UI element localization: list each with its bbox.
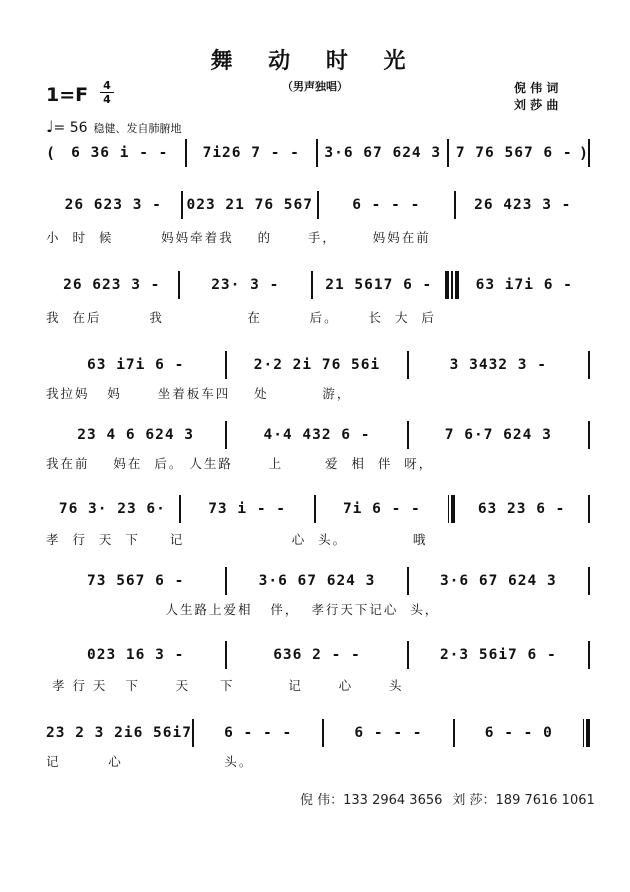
measure: 63 i7i 6 - [475, 277, 573, 293]
measure: 23· 3 - [211, 277, 280, 293]
measure: 3·6 67 624 3 [439, 573, 557, 589]
measure: 7 6·7 624 3 [444, 427, 552, 443]
staff-row-4 [46, 350, 590, 380]
song-title: 舞 动 时 光 [210, 48, 420, 74]
lyricist-credit: 倪 伟 词 [514, 81, 559, 95]
tempo-marking [46, 117, 182, 136]
barline [588, 351, 590, 379]
lyric-line-2: 我 在后 我 在 后。 长 大 后 [46, 310, 436, 325]
measure: 23 4 6 624 3 [77, 427, 195, 443]
lyric-line-8: 记 心 头。 [46, 754, 254, 769]
measure: 6 - - - [354, 725, 423, 741]
open-paren: ( [46, 144, 56, 162]
barline [588, 641, 590, 669]
repeat-barline [452, 271, 459, 299]
contact-footer [300, 789, 595, 808]
measure: 73 567 6 - [87, 573, 185, 589]
measure: 21 5617 6 - [325, 277, 433, 293]
measure: 7i26 7 - - [202, 145, 300, 161]
song-subtitle: （男声独唱） [282, 80, 348, 93]
barline [588, 421, 590, 449]
tempo-value: = 56 [53, 120, 88, 136]
barline [588, 567, 590, 595]
staff-row-7 [46, 566, 590, 596]
measure: 76 3· 23 6· [58, 501, 166, 517]
barline [588, 139, 590, 167]
measure: 26 623 3 - [63, 277, 161, 293]
contact-composer: 刘 莎：189 7616 1061 [452, 793, 595, 808]
measure: 26 423 3 - [474, 197, 572, 213]
measure: 23 2 3 2i6 56i7 [46, 725, 192, 741]
staff-row-2 [46, 190, 590, 220]
measure: 023 21 76 567 [186, 197, 313, 213]
final-barline [583, 719, 590, 747]
measure: 3·6 67 624 3 [258, 573, 376, 589]
time-signature [100, 80, 114, 105]
repeat-barline [445, 271, 452, 299]
measure: 7i 6 - - [342, 501, 421, 517]
staff-row-5 [46, 420, 590, 450]
measure: 6 - - 0 [484, 725, 553, 741]
measure: 4·4 432 6 - [263, 427, 371, 443]
measure: 63 23 6 - [477, 501, 566, 517]
time-signature-top: 4 [103, 79, 111, 92]
lyric-line-3: 我拉妈 妈 坐着板车四 处 游， [46, 386, 352, 401]
measure: 023 16 3 - [87, 647, 185, 663]
measure: 26 623 3 - [64, 197, 162, 213]
measure: 6 - - - [224, 725, 293, 741]
measure: 3 3432 3 - [449, 357, 547, 373]
measure: 7 76 567 6 - [455, 145, 573, 161]
lyric-line-5: 孝 行 天 下 记 心 头。 哦 [46, 532, 428, 547]
composer-credit: 刘 莎 曲 [514, 98, 559, 112]
tempo-description: 稳健、发自肺腑地 [93, 122, 182, 135]
measure: 2·3 56i7 6 - [439, 647, 557, 663]
contact-lyricist: 倪 伟：133 2964 3656 [300, 793, 443, 808]
lyric-line-1: 小 时 候 妈妈牵着我 的 手， 妈妈在前 [46, 230, 431, 245]
measure: 6 36 i - - [71, 145, 169, 161]
measure: 73 i - - [208, 501, 287, 517]
key-signature: 1=F [46, 84, 89, 106]
close-paren: ) [578, 144, 588, 162]
quarter-note-icon: ♩ [46, 117, 54, 136]
staff-row-6 [46, 494, 590, 524]
lyric-line-4: 我在前 妈在 后。 人生路 上 爱 相 伴 呀， [46, 456, 434, 471]
measure: 3·6 67 624 3 [324, 145, 442, 161]
lyric-line-7: 孝 行 天 下 天 下 记 心 头 [46, 678, 404, 693]
measure: 2·2 2i 76 56i [253, 357, 381, 373]
measure: 636 2 - - [273, 647, 361, 663]
measure: 6 - - - [352, 197, 421, 213]
time-signature-bottom: 4 [103, 93, 111, 106]
staff-row-9 [46, 718, 590, 748]
lyric-line-6: 人生路上爱相 伴， 孝行天下记心 头， [46, 602, 440, 617]
barline [588, 495, 590, 523]
staff-row-8 [46, 640, 590, 670]
credits [514, 80, 558, 114]
measure: 63 i7i 6 - [87, 357, 185, 373]
repeat-barline [448, 495, 455, 523]
staff-row-3 [46, 270, 590, 300]
staff-row-1 [46, 138, 590, 168]
